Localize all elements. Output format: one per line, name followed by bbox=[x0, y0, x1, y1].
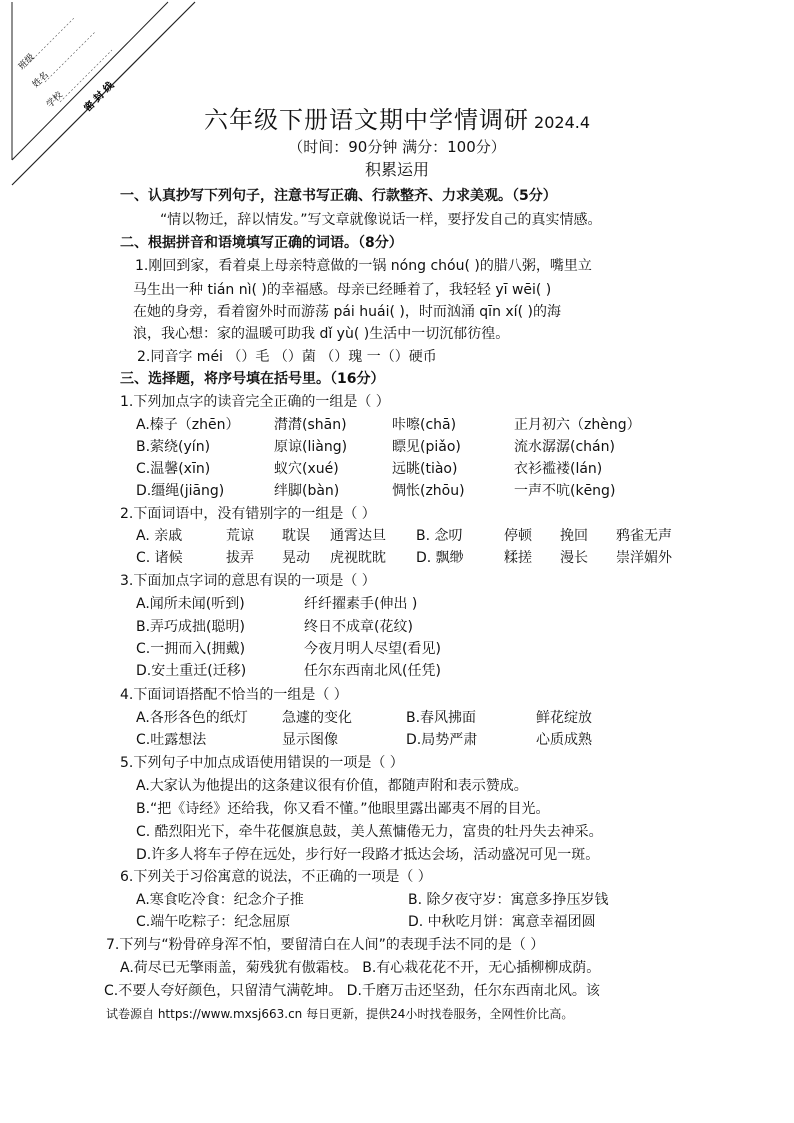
option: 衣衫褴褛(lán) bbox=[514, 461, 603, 477]
q1-heading: 一、认真抄写下列句子，注意书写正确、行款整齐、力求美观。（5分） bbox=[120, 188, 557, 204]
question-stem: 6.下列关于习俗寓意的说法，不正确的一项是（ ） bbox=[120, 869, 432, 885]
q2-line: 在她的身旁，看着窗外时而游荡 pái huái( )，时而汹涌 qīn xí( )的海 bbox=[133, 304, 561, 320]
option: 通霄达旦 bbox=[330, 528, 386, 544]
option: C. 诸候 bbox=[136, 550, 183, 566]
binding-label-name: 姓名 bbox=[31, 70, 51, 91]
option: 耽误 bbox=[282, 528, 310, 544]
option: 鸦雀无声 bbox=[616, 528, 672, 544]
q3-heading: 三、选择题，将序号填在括号里。（16分） bbox=[120, 371, 385, 387]
option: 崇洋媚外 bbox=[616, 550, 672, 566]
binding-label-class: 班级 bbox=[17, 52, 37, 73]
option: A.各形各色的纸灯 bbox=[136, 710, 248, 726]
time-info: （时间：90分钟 满分：100分） bbox=[288, 138, 506, 156]
option: C.温馨(xīn) bbox=[136, 461, 211, 477]
q2-line: 2.同音字 méi （）毛 （）菌 （）瑰 一（）硬币 bbox=[137, 349, 437, 365]
option-line: C. 酷烈阳光下，牵牛花偃旗息鼓，美人蕉慵倦无力，富贵的牡丹失去神采。 bbox=[136, 824, 603, 840]
question-stem: 5.下列句子中加点成语使用错误的一项是（ ） bbox=[120, 755, 404, 771]
option: 挽回 bbox=[560, 528, 588, 544]
option: 荒谅 bbox=[226, 528, 254, 544]
option: B.弄巧成拙(聪明) bbox=[136, 619, 245, 635]
question-stem: 4.下面词语搭配不恰当的一组是（ ） bbox=[120, 687, 348, 703]
option: 任尔东西南北风(任凭) bbox=[304, 663, 441, 679]
option: 显示图像 bbox=[282, 732, 338, 748]
binding-label-school: 学校 bbox=[45, 90, 65, 111]
option: C.一拥而入(拥戴) bbox=[136, 641, 246, 657]
option: C.吐露想法 bbox=[136, 732, 207, 748]
question-stem: 2.下面词语中，没有错别字的一组是（ ） bbox=[120, 506, 376, 522]
option: D.安土重迁(迁移) bbox=[136, 663, 247, 679]
option: 一声不吭(kēng) bbox=[514, 483, 616, 499]
option: 正月初六（zhèng） bbox=[514, 417, 641, 433]
option: 惆怅(zhōu) bbox=[392, 483, 465, 499]
option: 远眺(tiào) bbox=[392, 461, 458, 477]
option: 潸潸(shān) bbox=[274, 417, 347, 433]
option-line: C.不要人夸好颜色，只留清气满乾坤。 D.千磨万击还坚劲，任尔东西南北风。该 bbox=[104, 983, 600, 999]
option: A.闻所未闻(听到) bbox=[136, 596, 245, 612]
option: 虎视眈眈 bbox=[330, 550, 386, 566]
source-footer: 试卷源自 https://www.mxsj663.cn 每日更新，提供24小时找卷服务，全网性价比高。 bbox=[106, 1007, 574, 1021]
option: B. 除夕夜守岁：寓意多挣压岁钱 bbox=[408, 892, 609, 908]
option: 终日不成章(花纹) bbox=[304, 619, 413, 635]
title-text: 六年级下册语文期中学情调研 bbox=[203, 106, 529, 134]
option: 鲜花绽放 bbox=[536, 710, 592, 726]
option: 糅搓 bbox=[504, 550, 532, 566]
option: 拔弄 bbox=[226, 550, 254, 566]
option-line: A.大家认为他提出的这条建议很有价值，都随声附和表示赞成。 bbox=[136, 778, 528, 794]
option-line: A.荷尽已无擎雨盖，菊残犹有傲霜枝。 B.有心栽花花不开，无心插柳柳成荫。 bbox=[120, 960, 601, 976]
question-stem: 3.下面加点字词的意思有误的一项是（ ） bbox=[120, 573, 376, 589]
q2-line: 马生出一种 tián nì( )的幸福感。母亲已经睡着了，我轻轻 yī wēi( ) bbox=[133, 282, 552, 298]
section-title: 积累运用 bbox=[364, 160, 429, 179]
option: 心质成熟 bbox=[536, 732, 592, 748]
option-line: B.“把《诗经》还给我，你又看不懂。”他眼里露出鄙夷不屑的目光。 bbox=[136, 801, 550, 817]
option: B.春风拂面 bbox=[406, 710, 477, 726]
question-stem: 7.下列与“粉骨碎身浑不怕，要留清白在人间”的表现手法不同的是（ ） bbox=[106, 937, 545, 953]
option: 漫长 bbox=[560, 550, 588, 566]
option: D. 飘缈 bbox=[416, 550, 464, 566]
option: A. 亲戚 bbox=[136, 528, 183, 544]
option: 晃动 bbox=[282, 550, 310, 566]
option: 绊脚(bàn) bbox=[274, 483, 340, 499]
option: A.榛子（zhēn） bbox=[136, 417, 240, 433]
title-year: 2024.4 bbox=[534, 113, 591, 132]
option: D.局势严肃 bbox=[406, 732, 478, 748]
option: C.端午吃粽子：纪念屈原 bbox=[136, 914, 291, 930]
q2-line: 1.刚回到家，看着桌上母亲特意做的一锅 nóng chóu( )的腊八粥，嘴里立 bbox=[135, 258, 592, 274]
option: 今夜月明人尽望(看见) bbox=[304, 641, 441, 657]
option: 蚁穴(xué) bbox=[274, 461, 339, 477]
option: B.萦绕(yín) bbox=[136, 439, 211, 455]
option: 瞟见(piǎo) bbox=[392, 439, 461, 455]
exam-title bbox=[0, 100, 794, 135]
option: 急遽的变化 bbox=[282, 710, 352, 726]
option: D.缰绳(jiāng) bbox=[136, 483, 225, 499]
q2-line: 浪，我心想：家的温暖可助我 dǐ yù( )生活中一切沉郁彷徨。 bbox=[133, 326, 510, 342]
option: 咔嚓(chā) bbox=[392, 417, 457, 433]
option-line: D.许多人将车子停在远处，步行好一段路才抵达会场，活动盛况可见一斑。 bbox=[136, 847, 600, 863]
q2-heading: 二、根据拼音和语境填写正确的词语。（8分） bbox=[120, 235, 403, 251]
option: 原谅(liàng) bbox=[274, 439, 348, 455]
q1-sentence: “情以物迁，辞以情发。”写文章就像说话一样，要抒发自己的真实情感。 bbox=[160, 212, 602, 228]
option: B. 念叨 bbox=[416, 528, 463, 544]
binding-line-text: 密 封 线 bbox=[82, 80, 117, 115]
option: 流水潺潺(chán) bbox=[514, 439, 615, 455]
option: D. 中秋吃月饼：寓意幸福团圆 bbox=[408, 914, 596, 930]
option: 纤纤擢素手(伸出 ) bbox=[304, 596, 418, 612]
option: A.寒食吃冷食：纪念介子推 bbox=[136, 892, 304, 908]
option: 停顿 bbox=[504, 528, 532, 544]
question-stem: 1.下列加点字的读音完全正确的一组是（ ） bbox=[120, 394, 390, 410]
